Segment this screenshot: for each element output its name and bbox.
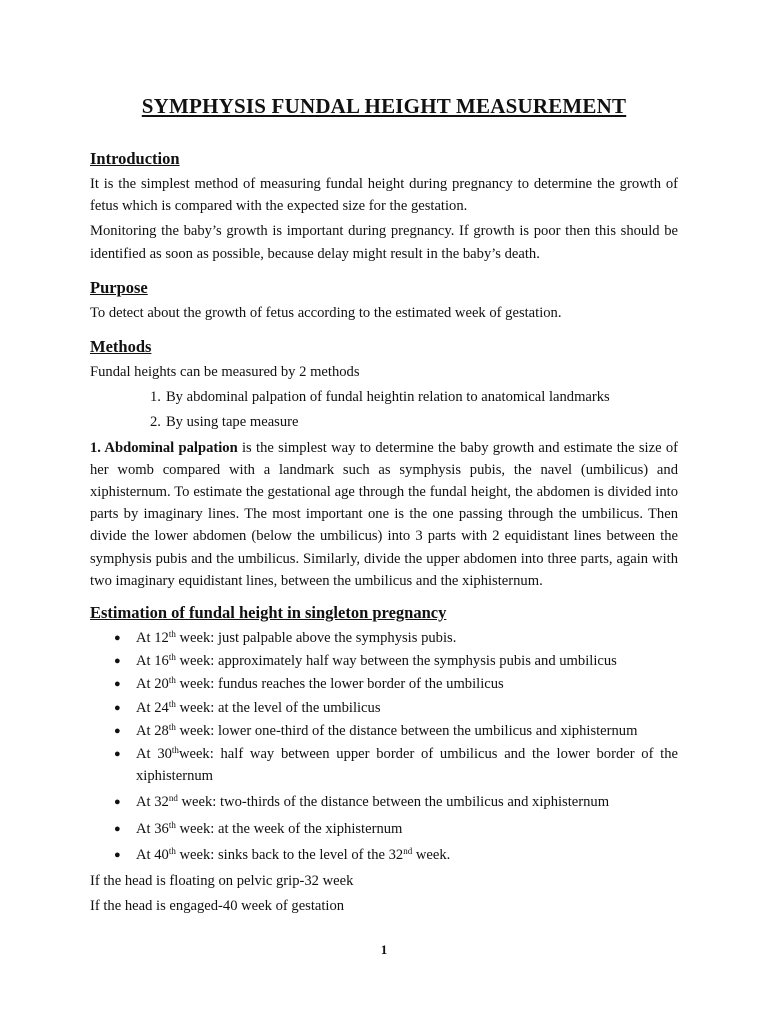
page-number: 1 (380, 942, 388, 957)
introduction-paragraph-2: Monitoring the baby’s growth is important during pregnancy. If growth is poor then this should be identified as soon as possible, because delay might result in the baby’s death. (90, 223, 678, 262)
bullet-icon: ● (114, 848, 121, 861)
introduction-heading: Introduction (90, 149, 180, 168)
methods-list-item (90, 411, 678, 433)
purpose-paragraph: To detect about the growth of fetus according to the estimated week of gestation. (90, 304, 562, 321)
document-title: SYMPHYSIS FUNDAL HEIGHT MEASUREMENT (141, 94, 627, 118)
purpose-heading: Purpose (90, 277, 148, 297)
estimation-list-item: ● At 32nd week: two-thirds of the distance between the umbilicus and xiphisternum (90, 791, 678, 813)
estimation-list-item: ● At 40th week: sinks back to the level of the 32nd week. (90, 844, 678, 866)
methods-item-number: 1. (150, 389, 161, 406)
estimation-list-item: ● At 12th week: just palpable above the symphysis pubis. (90, 627, 678, 649)
methods-list-item (90, 386, 678, 408)
estimation-list-item: ● At 24th week: at the level of the umbilicus (90, 697, 678, 719)
introduction-paragraph-1: It is the simplest method of measuring fundal height during pregnancy to determine the growth of fetus which is compared with the expected size for the gestation. (90, 176, 678, 215)
estimation-heading: Estimation of fundal height in singleton pregnancy (90, 603, 447, 623)
bullet-icon: ● (114, 655, 121, 668)
bullet-icon: ● (114, 748, 121, 761)
methods-heading: Methods (90, 337, 152, 357)
bullet-icon: ● (114, 632, 121, 645)
abdominal-palpation-text: is the simplest way to determine the baby growth and estimate the size of her womb compared with a landmark such as symphysis pubis, the navel (umbilicus) and xiphisternum. To estimate the gestational age through the fundal height, the abdomen is divided into parts by imaginary lines. The most important one is the one passing through the umbilicus. Then divide the lower abdomen (below the umbilicus) into 3 parts with 2 equidistant lines between the symphysis pubis and the umbilicus. Similarly, divide the upper abdomen into three parts, again with two imaginary equidistant lines, between the umbilicus and the xiphisternum. (90, 439, 678, 589)
methods-intro: Fundal heights can be measured by 2 methods (90, 364, 360, 381)
bullet-icon: ● (114, 701, 121, 714)
bullet-icon: ● (114, 822, 121, 835)
abdominal-palpation-label: 1. Abdominal palpation (90, 439, 238, 456)
estimation-note-2: If the head is engaged-40 week of gestation (90, 898, 345, 915)
document-body (90, 148, 678, 917)
bullet-icon: ● (114, 678, 121, 691)
methods-item-text: By using tape measure (165, 414, 299, 431)
estimation-list-item: ● At 20th week: fundus reaches the lower border of the umbilicus (90, 673, 678, 695)
methods-item-number: 2. (150, 414, 161, 431)
estimation-list-item: ● At 28th week: lower one-third of the distance between the umbilicus and xiphisternum (90, 720, 678, 742)
bullet-icon: ● (114, 796, 121, 809)
estimation-list-item: ● At 36th week: at the week of the xiphisternum (90, 818, 678, 840)
estimation-note-1: If the head is floating on pelvic grip-32 week (90, 873, 354, 890)
methods-item-text: By abdominal palpation of fundal heightin relation to anatomical landmarks (165, 389, 610, 406)
estimation-list (90, 627, 678, 866)
methods-list (90, 386, 678, 433)
estimation-list-item: ● At 16th week: approximately half way between the symphysis pubis and umbilicus (90, 650, 678, 672)
estimation-list-item: ● At 30thweek: half way between upper border of umbilicus and the lower border of the xiphisternum (114, 745, 678, 785)
abdominal-palpation-paragraph (90, 437, 678, 592)
bullet-icon: ● (114, 724, 121, 737)
